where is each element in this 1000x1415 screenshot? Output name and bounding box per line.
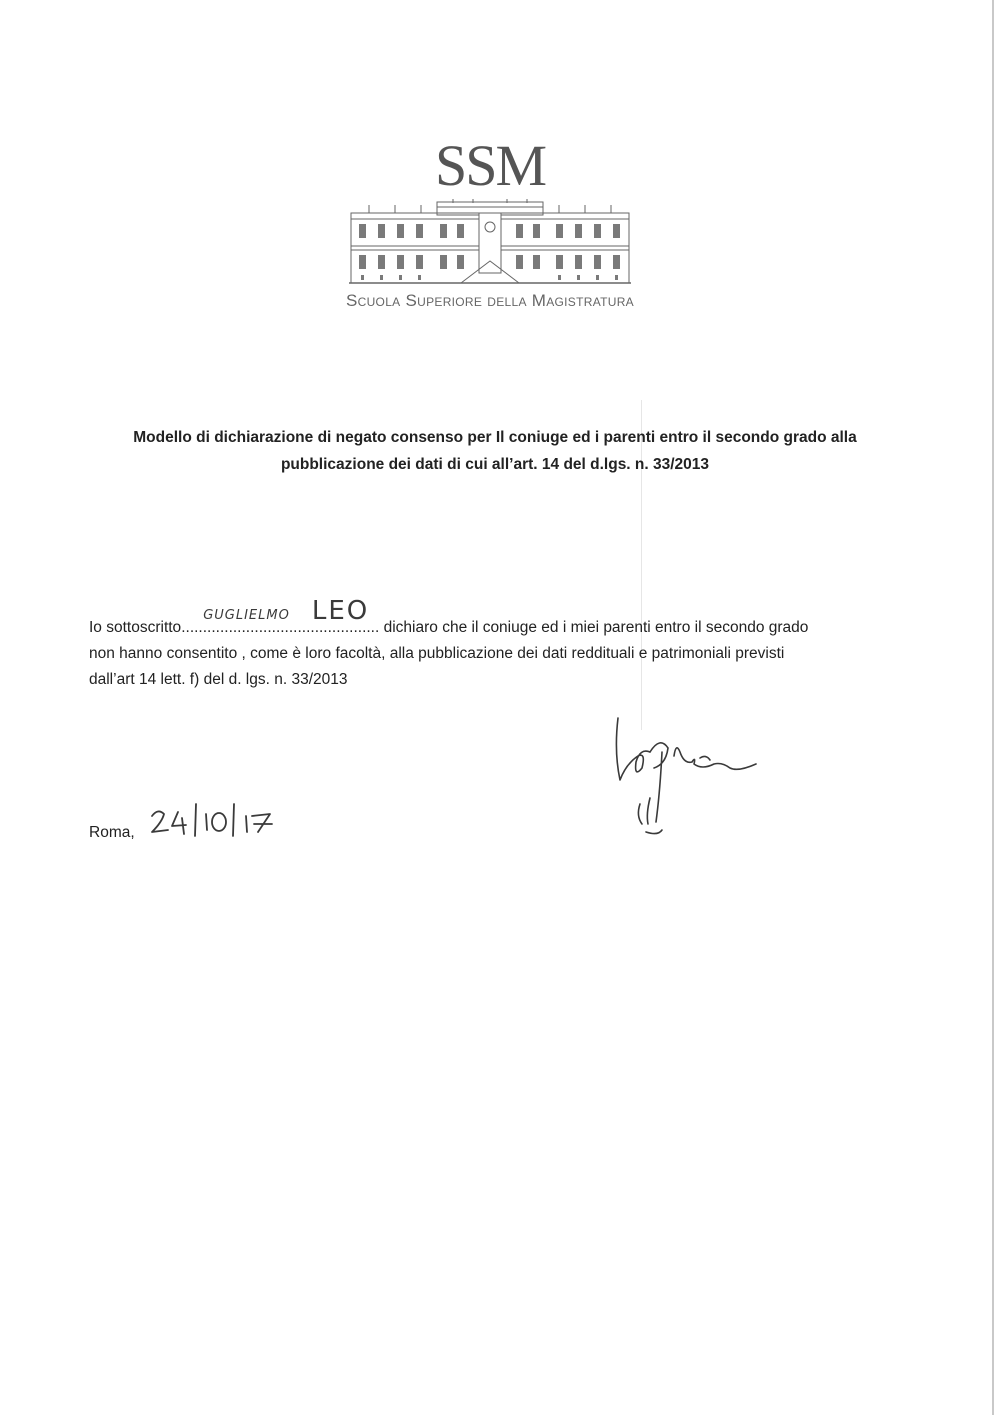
signature-scribble [606, 712, 776, 842]
paragraph-line-3: dall’art 14 lett. f) del d. lgs. n. 33/2013 [89, 671, 348, 688]
handwritten-last-name: LEO [311, 596, 370, 626]
fill-dots-after: ........................................... [189, 619, 375, 636]
document-title [80, 424, 910, 478]
handwritten-name [203, 598, 369, 629]
declaration-paragraph [89, 596, 909, 693]
title-line-2: pubblicazione dei dati di cui all’art. 14 del d.lgs. n. 33/2013 [280, 456, 710, 473]
ssm-logo-text: SSM [434, 133, 546, 198]
title-line-1: Modello di dichiarazione di negato consenso per Il coniuge ed i parenti entro il secondo grado alla [133, 429, 857, 446]
handwritten-date [148, 790, 298, 846]
paragraph-line-1 [89, 596, 909, 641]
paragraph-line-2: non hanno consentito , come è loro facoltà, alla pubblicazione dei dati reddituali e patrimoniali previsti [89, 645, 785, 662]
school-name: Scuola Superiore della Magistratura [345, 291, 634, 310]
declarant-prefix: Io sottoscritto [89, 619, 182, 636]
scan-edge [992, 0, 994, 1415]
name-fill-field [181, 596, 375, 641]
fill-dots-before: .. [181, 619, 190, 636]
logo-block [340, 135, 640, 311]
place-label: Roma, [89, 824, 135, 841]
paragraph-line-1-rest: . dichiaro che il coniuge ed i miei parenti entro il secondo grado [375, 619, 809, 636]
handwritten-first-name: GUGLIELMO [203, 608, 290, 623]
palace-building-icon [349, 199, 631, 285]
